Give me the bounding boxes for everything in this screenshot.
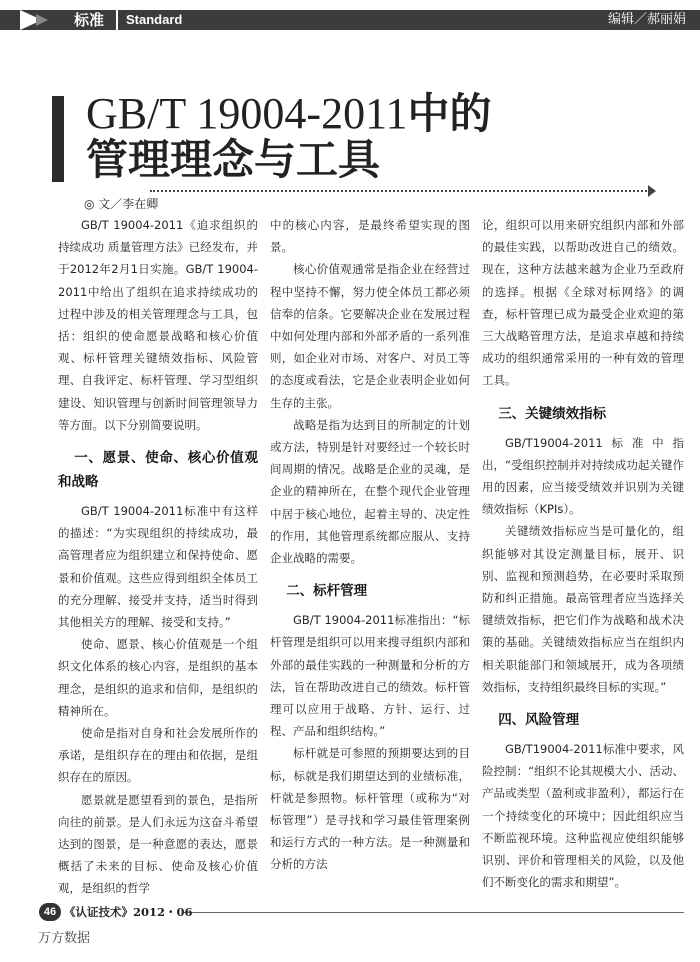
article-title-line2: 管理理念与工具 [86, 135, 381, 184]
editor-credit: 编辑／郝丽娟 [607, 12, 686, 27]
body-paragraph: 关键绩效指标应当是可量化的，组织能够对其设定测量目标，展开、识别、监视和预测趋势，在必要时采取预防和纠正措施。最高管理者应当选择关键绩效指标，把它们作为战略和战术决策的基础。关键绩效指标应当在组织内相关职能部门和领域展开，成为各项绩效指标，支持组织最终目标的实现。” [482, 524, 684, 694]
body-paragraph: 使命、愿景、核心价值观是一个组织文化体系的核心内容，是组织的基本理念，是组织的追求和信仰，是组织的精神所在。 [58, 637, 258, 718]
page-number: 46 [39, 903, 61, 921]
author-byline: ◎ 文／李在卿 [84, 197, 159, 211]
body-column-2 [270, 214, 470, 876]
body-paragraph: 战略是指为达到目的所制定的计划或方法，特别是针对要经过一个较长时间周期的情况。战略是企业的灵魂，是企业的精神所在，在整个现代企业管理中居于核心地位，起着主导的、决定性的作用，其他管理系统都应服从、支持企业战略的需要。 [270, 417, 470, 566]
title-latin: GB/T 19004-2011 [86, 89, 408, 138]
body-paragraph: 愿景就是愿望看到的景色，是指所向往的前景。是人们永远为这奋斗希望达到的图景，是一种意愿的表达，愿景概括了未来的目标、使命及核心价值观，是组织的哲学 [58, 792, 258, 896]
body-paragraph: 使命是指对自身和社会发展所作的承诺，是组织存在的理由和依据，是组织存在的原因。 [58, 726, 258, 785]
body-paragraph: GB/T 19004-2011标准中有这样的描述：“为实现组织的持续成功，最高管理者应为组织建立和保持使命、愿景和价值观。这些应得到组织全体员工的充分理解、接受并支持，适当时得到其他相关方的理解、接受和支持。” [58, 504, 258, 630]
body-paragraph: GB/T 19004-2011《追求组织的持续成功 质量管理方法》已经发布，并于2012年2月1日实施。GB/T 19004-2011中给出了组织在追求持续成功的过程中涉及的相关管理理念与工具，包括：组织的使命愿景战略和核心价值观、标杆管理关键绩效指标、风险管理、自我评定、标杆管理、学习型组织建设、知识管理与创新时间管理领导力等方面。以下分别简要说明。 [58, 218, 258, 432]
body-column-3 [482, 214, 684, 893]
header-stripe [0, 10, 700, 30]
body-paragraph: 核心价值观通常是指企业在经营过程中坚持不懈，努力使全体员工都必须信奉的信条。它要解决企业在发展过程中如何处理内部和外部矛盾的一系列准则，如企业对市场、对客户、对员工等的态度或看法，它是企业表明企业如何生存的主张。 [270, 262, 470, 410]
rule-arrow-icon [648, 185, 656, 197]
body-column-1 [58, 214, 258, 900]
section-heading: 四、风险管理 [498, 712, 580, 729]
body-paragraph: 论，组织可以用来研究组织内部和外部的最佳实践，以帮助改进自己的绩效。现在，这种方法越来越为企业乃至政府的选择。根据《全球对标网络》的调查，标杆管理已成为最受企业欢迎的第三大战略管理方法，是追求卓越和持续成功的组织通常采用的一种有效的管理工具。 [482, 218, 684, 388]
section-label-cn: 标准 [74, 11, 105, 29]
source-watermark: 万方数据 [38, 931, 91, 946]
title-accent-bar [52, 96, 64, 182]
footer-rule [184, 912, 684, 913]
section-heading: 一、愿景、使命、核心价值观和战略 [58, 450, 258, 491]
body-paragraph: 标杆就是可参照的预期要达到的目标，标就是我们期望达到的业绩标准，杆就是参照物。标杆管理（或称为“对标管理”）是寻找和学习最佳管理案例和运行方式的一种方法。是一种测量和分析的方法 [270, 746, 470, 872]
header-divider [116, 6, 118, 34]
body-paragraph: GB/T19004-2011标准中指出，“受组织控制并对持续成功起关键作用的因素，应当接受绩效并识别为关键绩效指标（KPIs）。 [482, 435, 684, 517]
body-paragraph: GB/T 19004-2011标准指出：“标杆管理是组织可以用来搜寻组织内部和外部的最佳实践的一种测量和分析的方法，旨在帮助改进自己的绩效。标杆管理可以应用于战略、方针、运行、过程、产品和组织结构。” [270, 613, 470, 739]
section-heading: 三、关键绩效指标 [498, 405, 607, 422]
page-header [0, 0, 700, 36]
body-paragraph: 中的核心内容，是最终希望实现的图景。 [270, 218, 470, 255]
section-heading: 二、标杆管理 [286, 583, 368, 600]
article-title-line1 [86, 90, 491, 138]
journal-info: 《认证技术》2012・06 [64, 905, 193, 919]
body-paragraph: GB/T19004-2011标准中要求，风险控制：“组织不论其规模大小、活动、产品或类型（盈利或非盈利），都运行在一个持续变化的环境中；因此组织应当不断监视环境。这种监视应使组织能够识别、评价和管理相关的风险，以及他们不断变化的需求和期望”。 [482, 742, 684, 890]
section-label-en: Standard [126, 12, 183, 27]
header-arrow-accent-icon [36, 14, 48, 26]
title-dotted-rule [150, 190, 650, 192]
title-cn-suffix: 中的 [407, 89, 492, 138]
